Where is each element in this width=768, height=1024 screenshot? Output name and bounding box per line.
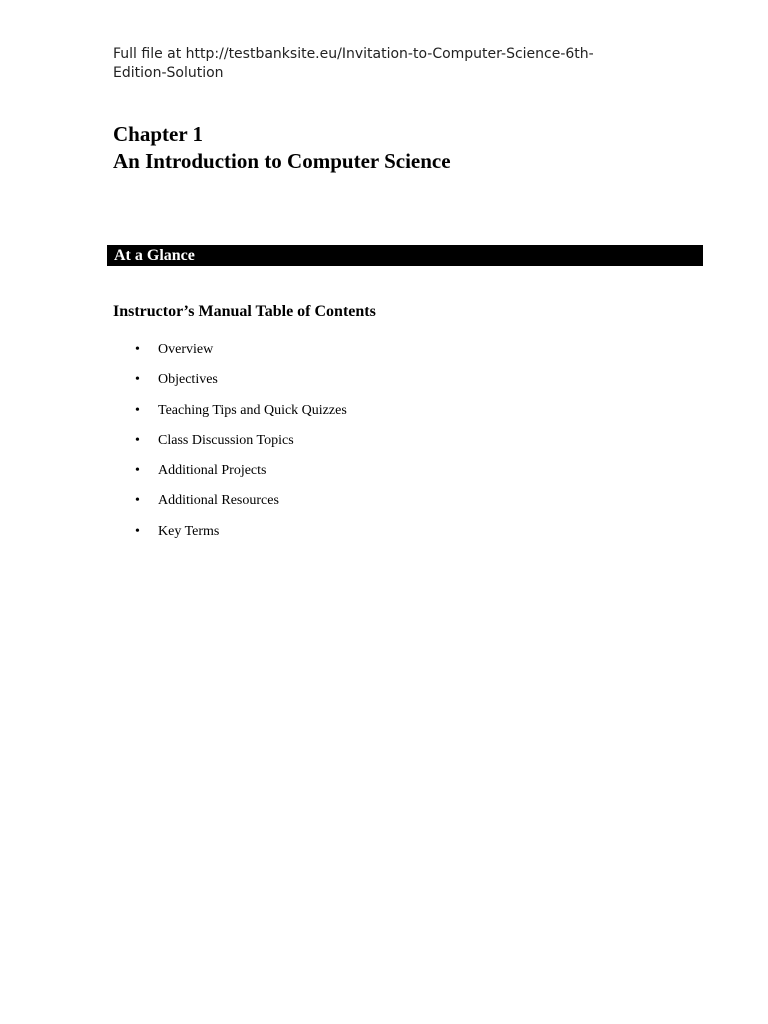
section-banner-label: At a Glance xyxy=(114,247,195,264)
bullet-icon: • xyxy=(135,372,140,388)
list-item xyxy=(130,431,347,461)
bullet-icon: • xyxy=(135,342,140,357)
list-item-label: Class Discussion Topics xyxy=(158,432,294,448)
list-item-label: Overview xyxy=(158,342,214,357)
chapter-title: An Introduction to Computer Science xyxy=(113,149,451,173)
source-note-line: Full file at http://testbanksite.eu/Invitation-to-Computer-Science-6th- xyxy=(113,46,594,62)
bullet-icon: • xyxy=(135,432,140,448)
toc-list xyxy=(130,340,347,552)
chapter-heading xyxy=(113,121,451,175)
list-item xyxy=(130,370,347,400)
section-banner xyxy=(107,245,703,266)
list-item-label: Additional Projects xyxy=(158,463,267,479)
chapter-number: Chapter 1 xyxy=(113,122,204,146)
list-item-label: Additional Resources xyxy=(158,493,279,509)
list-item xyxy=(130,461,347,491)
list-item-label: Key Terms xyxy=(158,523,220,539)
list-item-label: Teaching Tips and Quick Quizzes xyxy=(158,402,347,418)
list-item xyxy=(130,522,347,552)
list-item xyxy=(130,401,347,431)
bullet-icon: • xyxy=(135,523,140,539)
list-item-label: Objectives xyxy=(158,372,218,388)
bullet-icon: • xyxy=(135,402,140,418)
source-note-line: Edition-Solution xyxy=(113,65,224,81)
toc-heading: Instructor’s Manual Table of Contents xyxy=(113,303,376,320)
bullet-icon: • xyxy=(135,493,140,509)
list-item xyxy=(130,340,347,370)
list-item xyxy=(130,491,347,521)
bullet-icon: • xyxy=(135,463,140,479)
source-note xyxy=(113,45,653,83)
